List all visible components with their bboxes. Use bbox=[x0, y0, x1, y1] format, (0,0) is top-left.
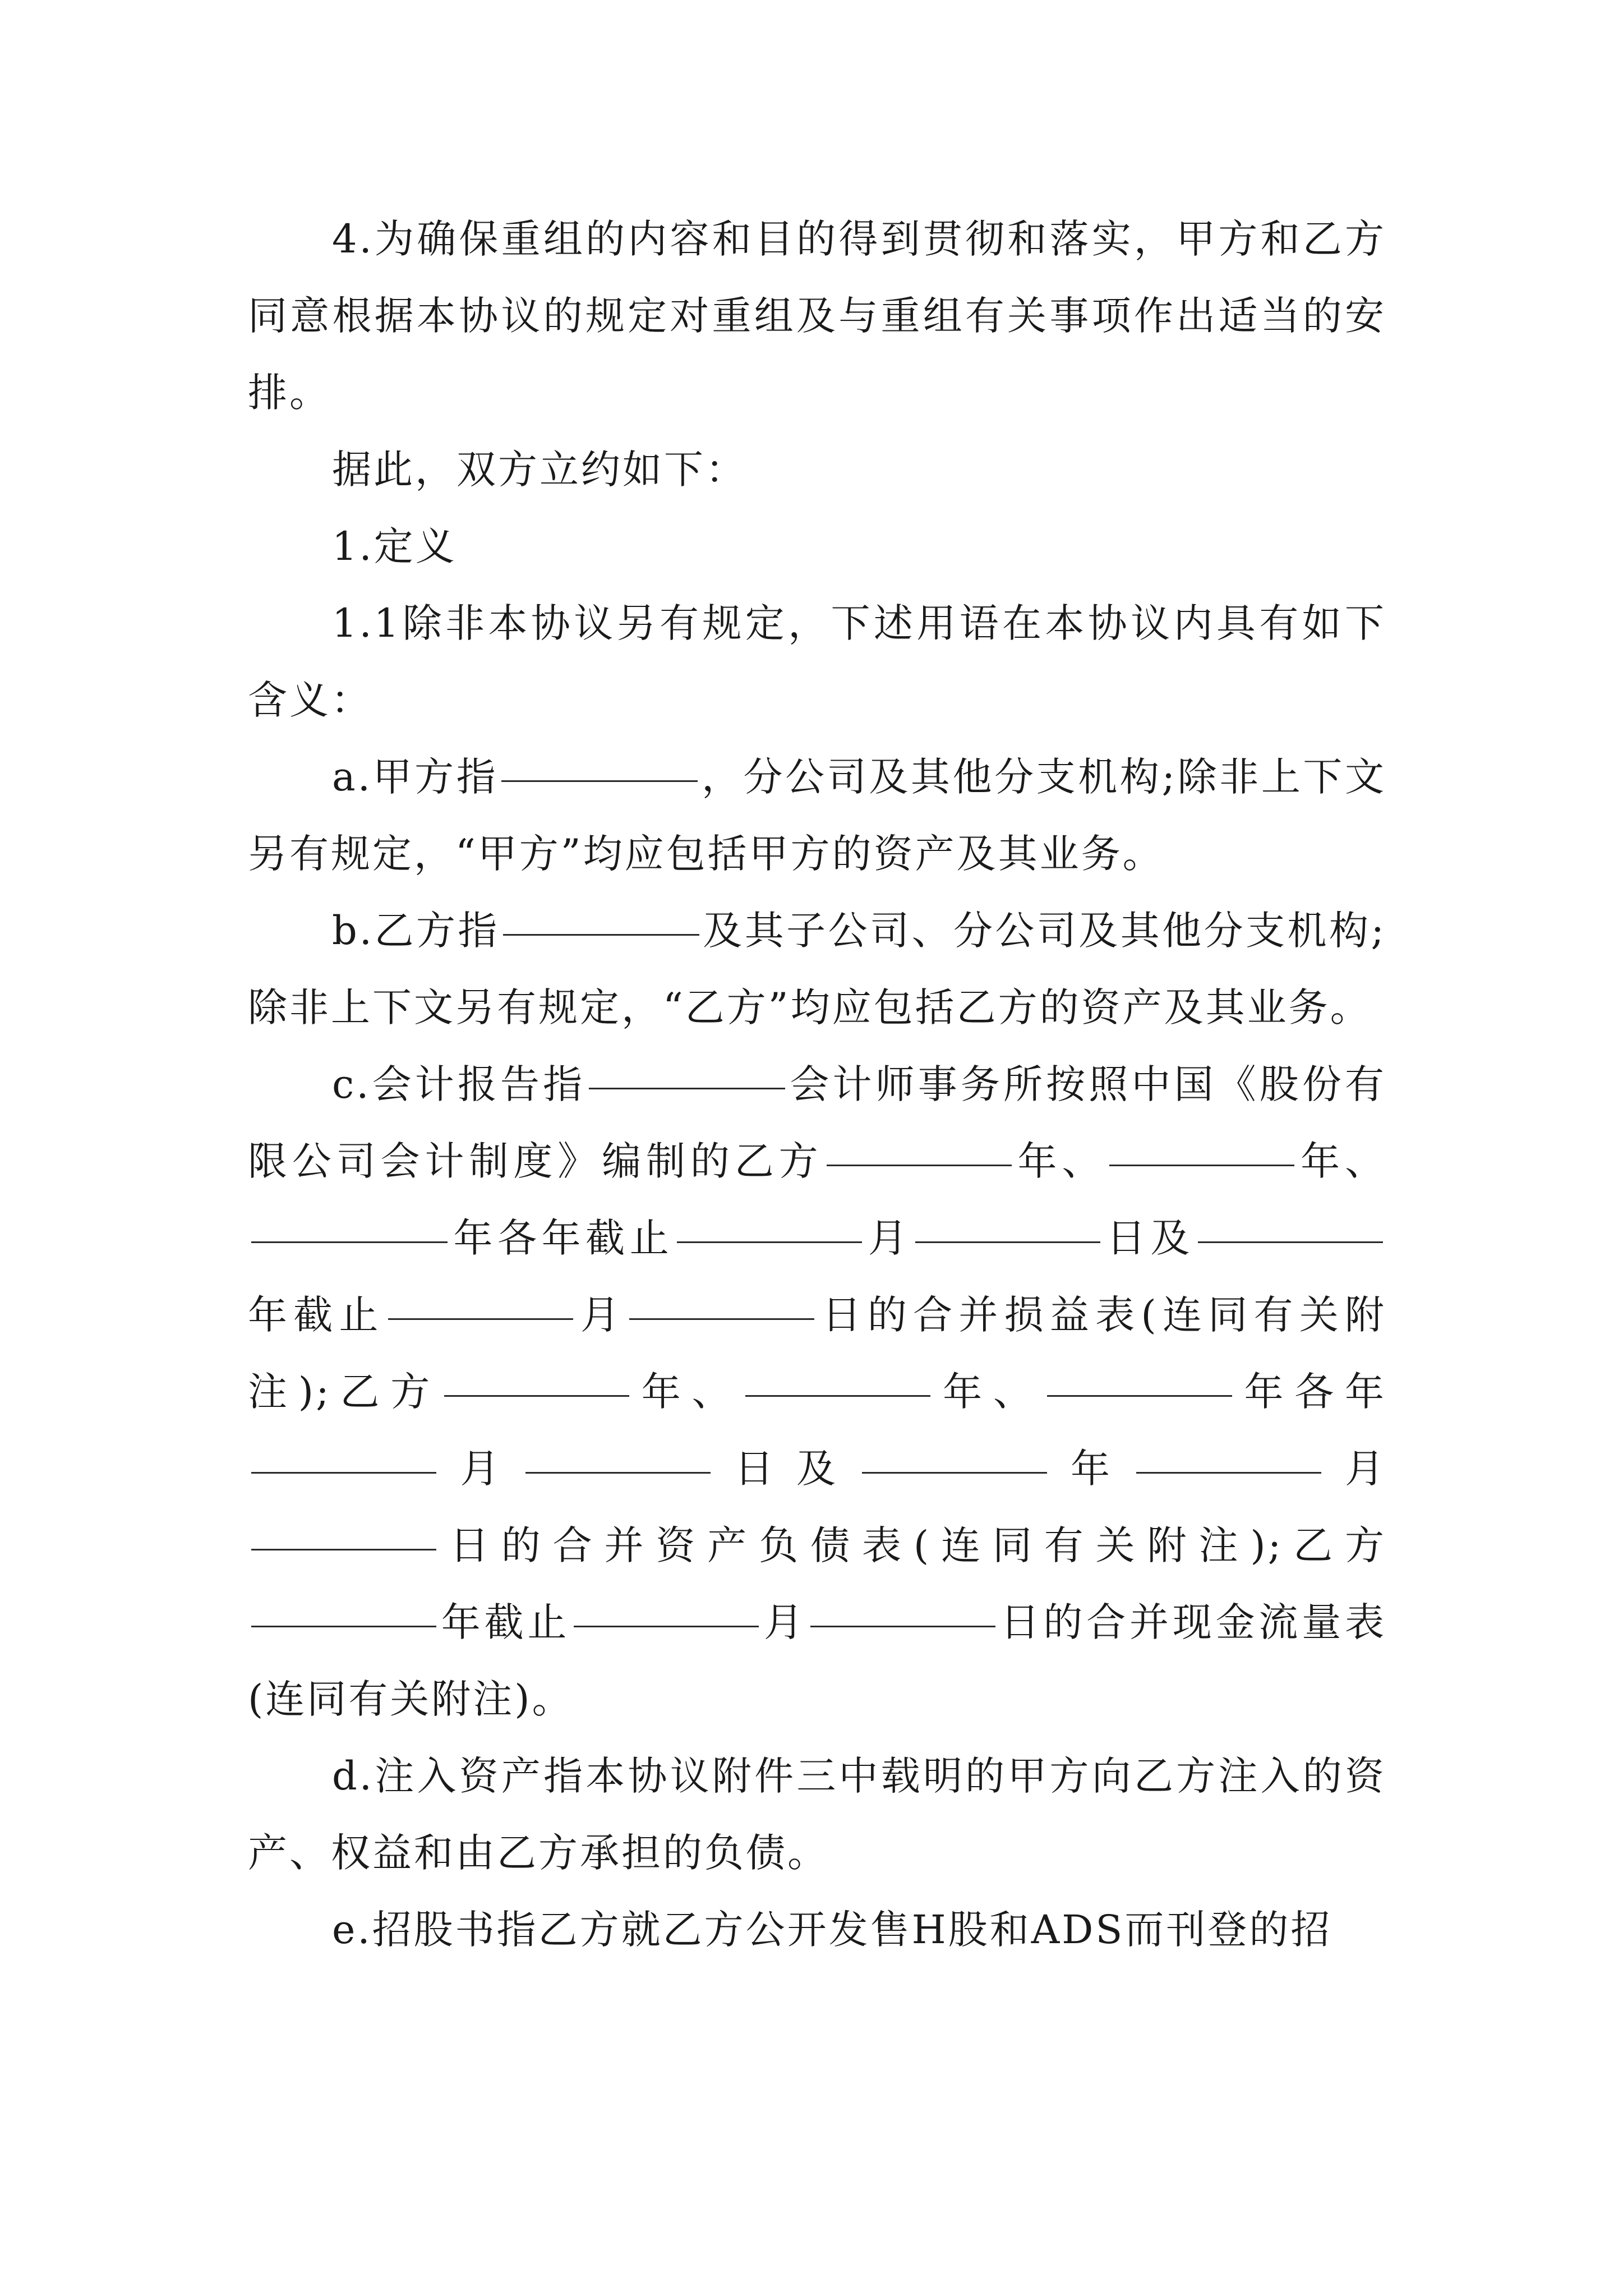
definition-d-injected-assets: d.注入资产指本协议附件三中载明的甲方向乙方注入的资产、权益和由乙方承担的负债。 bbox=[248, 1753, 1386, 1876]
paragraph-agreement-intro: 据此，双方立约如下： bbox=[332, 447, 747, 493]
text-segment: 日的合并损益表(连同有关附注);乙方 bbox=[248, 1292, 1387, 1415]
definition-a-party-a bbox=[248, 739, 1386, 892]
fill-blank bbox=[629, 1318, 814, 1320]
fill-blank bbox=[388, 1318, 573, 1320]
text-segment: 年、 bbox=[633, 1369, 743, 1415]
fill-blank bbox=[501, 780, 698, 782]
text-segment: 日及 bbox=[1104, 1215, 1195, 1261]
text-segment: 年、 bbox=[1298, 1138, 1387, 1184]
section-1-heading: 1.定义 bbox=[332, 523, 457, 569]
text-segment: 月 bbox=[762, 1599, 807, 1645]
text-segment: 日及 bbox=[714, 1446, 859, 1492]
text-segment: 年、 bbox=[934, 1369, 1044, 1415]
text-segment: 年 bbox=[1050, 1446, 1133, 1492]
fill-blank bbox=[745, 1395, 930, 1397]
text-segment: 年截止 bbox=[440, 1599, 571, 1645]
fill-blank bbox=[525, 1471, 711, 1474]
definition-a-text-start: a.甲方指 bbox=[332, 754, 499, 800]
text-segment: 年各年 bbox=[1235, 1369, 1387, 1415]
definition-b-party-b bbox=[248, 892, 1386, 1046]
fill-blank bbox=[1198, 1241, 1383, 1243]
fill-blank bbox=[574, 1625, 759, 1627]
text-segment: 日的合并资产负债表(连同有关附注);乙方 bbox=[440, 1522, 1386, 1568]
paragraph-4-purpose: 4.为确保重组的内容和目的得到贯彻和落实，甲方和乙方同意根据本协议的规定对重组及与重组有关事项作出适当的安排。 bbox=[248, 216, 1386, 416]
fill-blank bbox=[827, 1164, 1012, 1166]
fill-blank bbox=[677, 1241, 862, 1243]
text-segment: 年、 bbox=[1015, 1138, 1106, 1184]
definition-e-prospectus: e.招股书指乙方就乙方公开发售H股和ADS而刊登的招 bbox=[332, 1907, 1332, 1953]
fill-blank bbox=[810, 1625, 995, 1627]
fill-blank bbox=[915, 1241, 1100, 1243]
document-body bbox=[248, 201, 1386, 1968]
fill-blank bbox=[444, 1395, 629, 1397]
definition-b-text-start: b.乙方指 bbox=[332, 908, 500, 954]
definition-c-accounting-report bbox=[248, 1046, 1386, 1738]
text-segment: 月 bbox=[576, 1292, 626, 1338]
clause-1-1: 1.1除非本协议另有规定，下述用语在本协议内具有如下含义： bbox=[248, 600, 1386, 723]
definition-a-text-end: ，分公司及其他分支机构;除非上下文另有规定，“甲方”均应包括甲方的资产及其业务。 bbox=[248, 754, 1386, 877]
fill-blank bbox=[251, 1471, 436, 1474]
definition-b-text-end: 及其子公司、分公司及其他分支机构;除非上下文另有规定，“乙方”均应包括乙方的资产及其业务。 bbox=[248, 908, 1386, 1030]
text-segment: 月 bbox=[440, 1446, 522, 1492]
text-segment: 月 bbox=[1324, 1446, 1386, 1492]
fill-blank bbox=[1136, 1471, 1321, 1474]
text-segment: c.会计报告指 bbox=[332, 1061, 586, 1107]
fill-blank bbox=[251, 1625, 436, 1627]
fill-blank bbox=[862, 1471, 1047, 1474]
fill-blank bbox=[503, 933, 699, 936]
fill-blank bbox=[1109, 1164, 1294, 1166]
fill-blank bbox=[251, 1241, 448, 1243]
fill-blank bbox=[589, 1087, 785, 1089]
fill-blank bbox=[1047, 1395, 1232, 1397]
text-segment: 日的合并现金流量表(连同有关附注)。 bbox=[248, 1599, 1387, 1722]
text-segment: 年截止 bbox=[248, 1292, 385, 1338]
text-segment: 月 bbox=[865, 1215, 912, 1261]
text-segment: 会计师事务所按照中国《股份有限公司会计制度》编制的乙方 bbox=[248, 1061, 1386, 1184]
fill-blank bbox=[251, 1548, 436, 1550]
text-segment: 年各年截止 bbox=[451, 1215, 674, 1261]
